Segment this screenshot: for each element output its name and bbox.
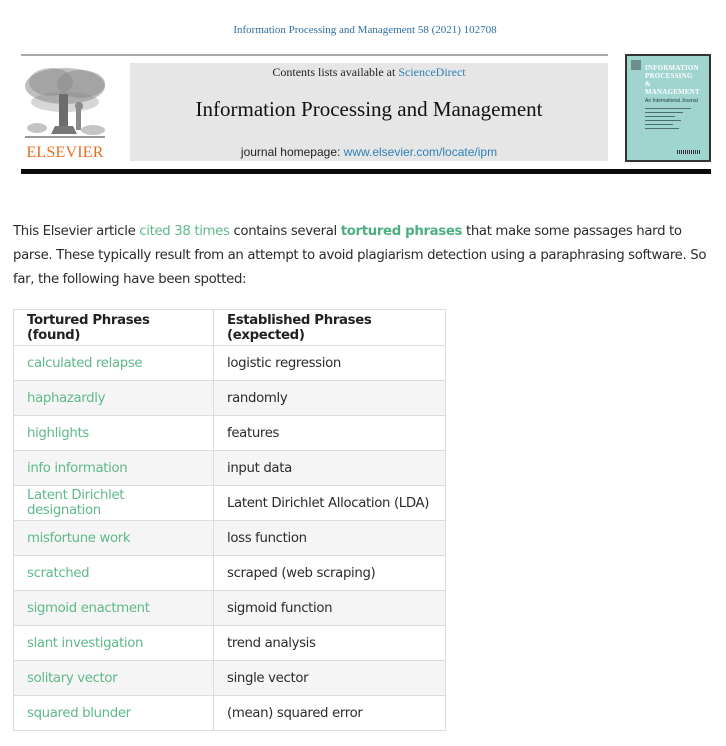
sciencedirect-link[interactable]: ScienceDirect: [398, 65, 466, 79]
found-phrase[interactable]: sigmoid enactment: [14, 591, 214, 626]
expected-phrase: sigmoid function: [214, 591, 446, 626]
header-expected: Established Phrases (expected): [214, 310, 446, 346]
found-phrase[interactable]: slant investigation: [14, 626, 214, 661]
journal-homepage-link[interactable]: www.elsevier.com/locate/ipm: [343, 145, 498, 159]
found-phrase[interactable]: calculated relapse: [14, 346, 214, 381]
barcode-icon: [677, 150, 701, 154]
found-phrase[interactable]: Latent Dirichlet designation: [14, 486, 214, 521]
table-row: [14, 381, 446, 416]
table-row: [14, 416, 446, 451]
tortured-phrases-table: [13, 309, 446, 731]
expected-phrase: single vector: [214, 661, 446, 696]
table-row: [14, 521, 446, 556]
table-row: [14, 591, 446, 626]
table-row: [14, 486, 446, 521]
expected-phrase: loss function: [214, 521, 446, 556]
expected-phrase: logistic regression: [214, 346, 446, 381]
elsevier-wordmark: ELSEVIER: [26, 144, 104, 161]
contents-line: Contents lists available at ScienceDirect: [272, 65, 466, 79]
expected-phrase: trend analysis: [214, 626, 446, 661]
found-phrase[interactable]: info information: [14, 451, 214, 486]
cover-title: INFORMATION PROCESSING & MANAGEMENT: [645, 64, 700, 96]
expected-phrase: features: [214, 416, 446, 451]
found-phrase[interactable]: squared blunder: [14, 696, 214, 731]
expected-phrase: (mean) squared error: [214, 696, 446, 731]
cited-link[interactable]: cited 38 times: [139, 224, 230, 239]
table-row: [14, 661, 446, 696]
journal-reference: Information Processing and Management 58 (2021) 102708: [233, 24, 497, 36]
cover-text-lines: [645, 108, 691, 132]
found-phrase[interactable]: haphazardly: [14, 381, 214, 416]
expected-phrase: scraped (web scraping): [214, 556, 446, 591]
tree-icon: [21, 64, 109, 142]
journal-banner: [130, 63, 608, 161]
table-row: [14, 626, 446, 661]
expected-phrase: Latent Dirichlet Allocation (LDA): [214, 486, 446, 521]
elsevier-logo: [21, 64, 109, 162]
found-phrase[interactable]: scratched: [14, 556, 214, 591]
found-phrase[interactable]: solitary vector: [14, 661, 214, 696]
bottom-rule: [21, 169, 711, 174]
expected-phrase: randomly: [214, 381, 446, 416]
header-found: Tortured Phrases (found): [14, 310, 214, 346]
top-rule: [21, 54, 608, 56]
found-phrase[interactable]: highlights: [14, 416, 214, 451]
intro-paragraph: This Elsevier article cited 38 times contains several tortured phrases that make some passages hard to parse. These typically result from an attempt to avoid plagiarism detection using a paraphrasing software. So far, the following have been spotted:: [13, 224, 707, 287]
table-header-row: [14, 310, 446, 346]
journal-cover: [625, 54, 711, 162]
cover-elsevier-icon: [631, 60, 641, 70]
homepage-line: journal homepage: www.elsevier.com/locate/ipm: [240, 145, 498, 159]
table-row: [14, 696, 446, 731]
expected-phrase: input data: [214, 451, 446, 486]
cover-subtitle: An International Journal: [645, 98, 698, 104]
table-row: [14, 556, 446, 591]
table-row: [14, 346, 446, 381]
tortured-phrases-link[interactable]: tortured phrases: [340, 224, 463, 239]
journal-title: Information Processing and Management: [195, 97, 543, 121]
table-row: [14, 451, 446, 486]
found-phrase[interactable]: misfortune work: [14, 521, 214, 556]
